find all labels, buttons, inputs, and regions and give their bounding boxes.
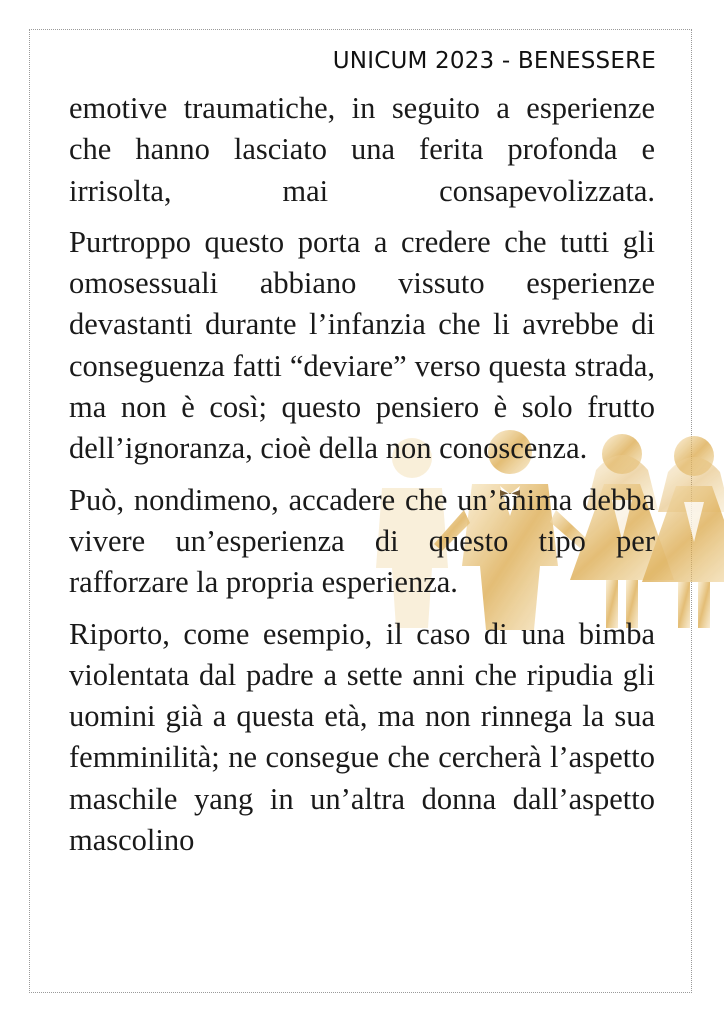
header-title: UNICUM 2023 - BENESSERE — [332, 48, 656, 74]
paragraph-2: Purtroppo questo porta a credere che tutti gli omosessuali abbiano vissuto esperienze devastanti durante l’infanzia che li avrebbe di conseguenza fatti “deviare” verso questa strada, ma non è così; questo pensiero è solo frutto dell’ignoranza, cioè della non conoscenza. — [69, 224, 655, 466]
paragraph-3: Può, nondimeno, accadere che un’anima debba vivere un’esperienza di questo tipo per rafforzare la propria esperienza. — [69, 482, 655, 600]
paragraph-4: Riporto, come esempio, il caso di una bimba violentata dal padre a sette anni che ripudia gli uomini già a questa età, ma non rinnega la sua femminilità; ne consegue che cercherà l’aspetto maschile yang in un’altra donna dall’aspetto mascolino — [69, 616, 655, 858]
paragraph-1: emotive traumatiche, in seguito a esperienze che hanno lasciato una ferita profonda e irrisolta, mai consapevolizzata. — [69, 91, 655, 208]
article-body — [69, 88, 655, 871]
